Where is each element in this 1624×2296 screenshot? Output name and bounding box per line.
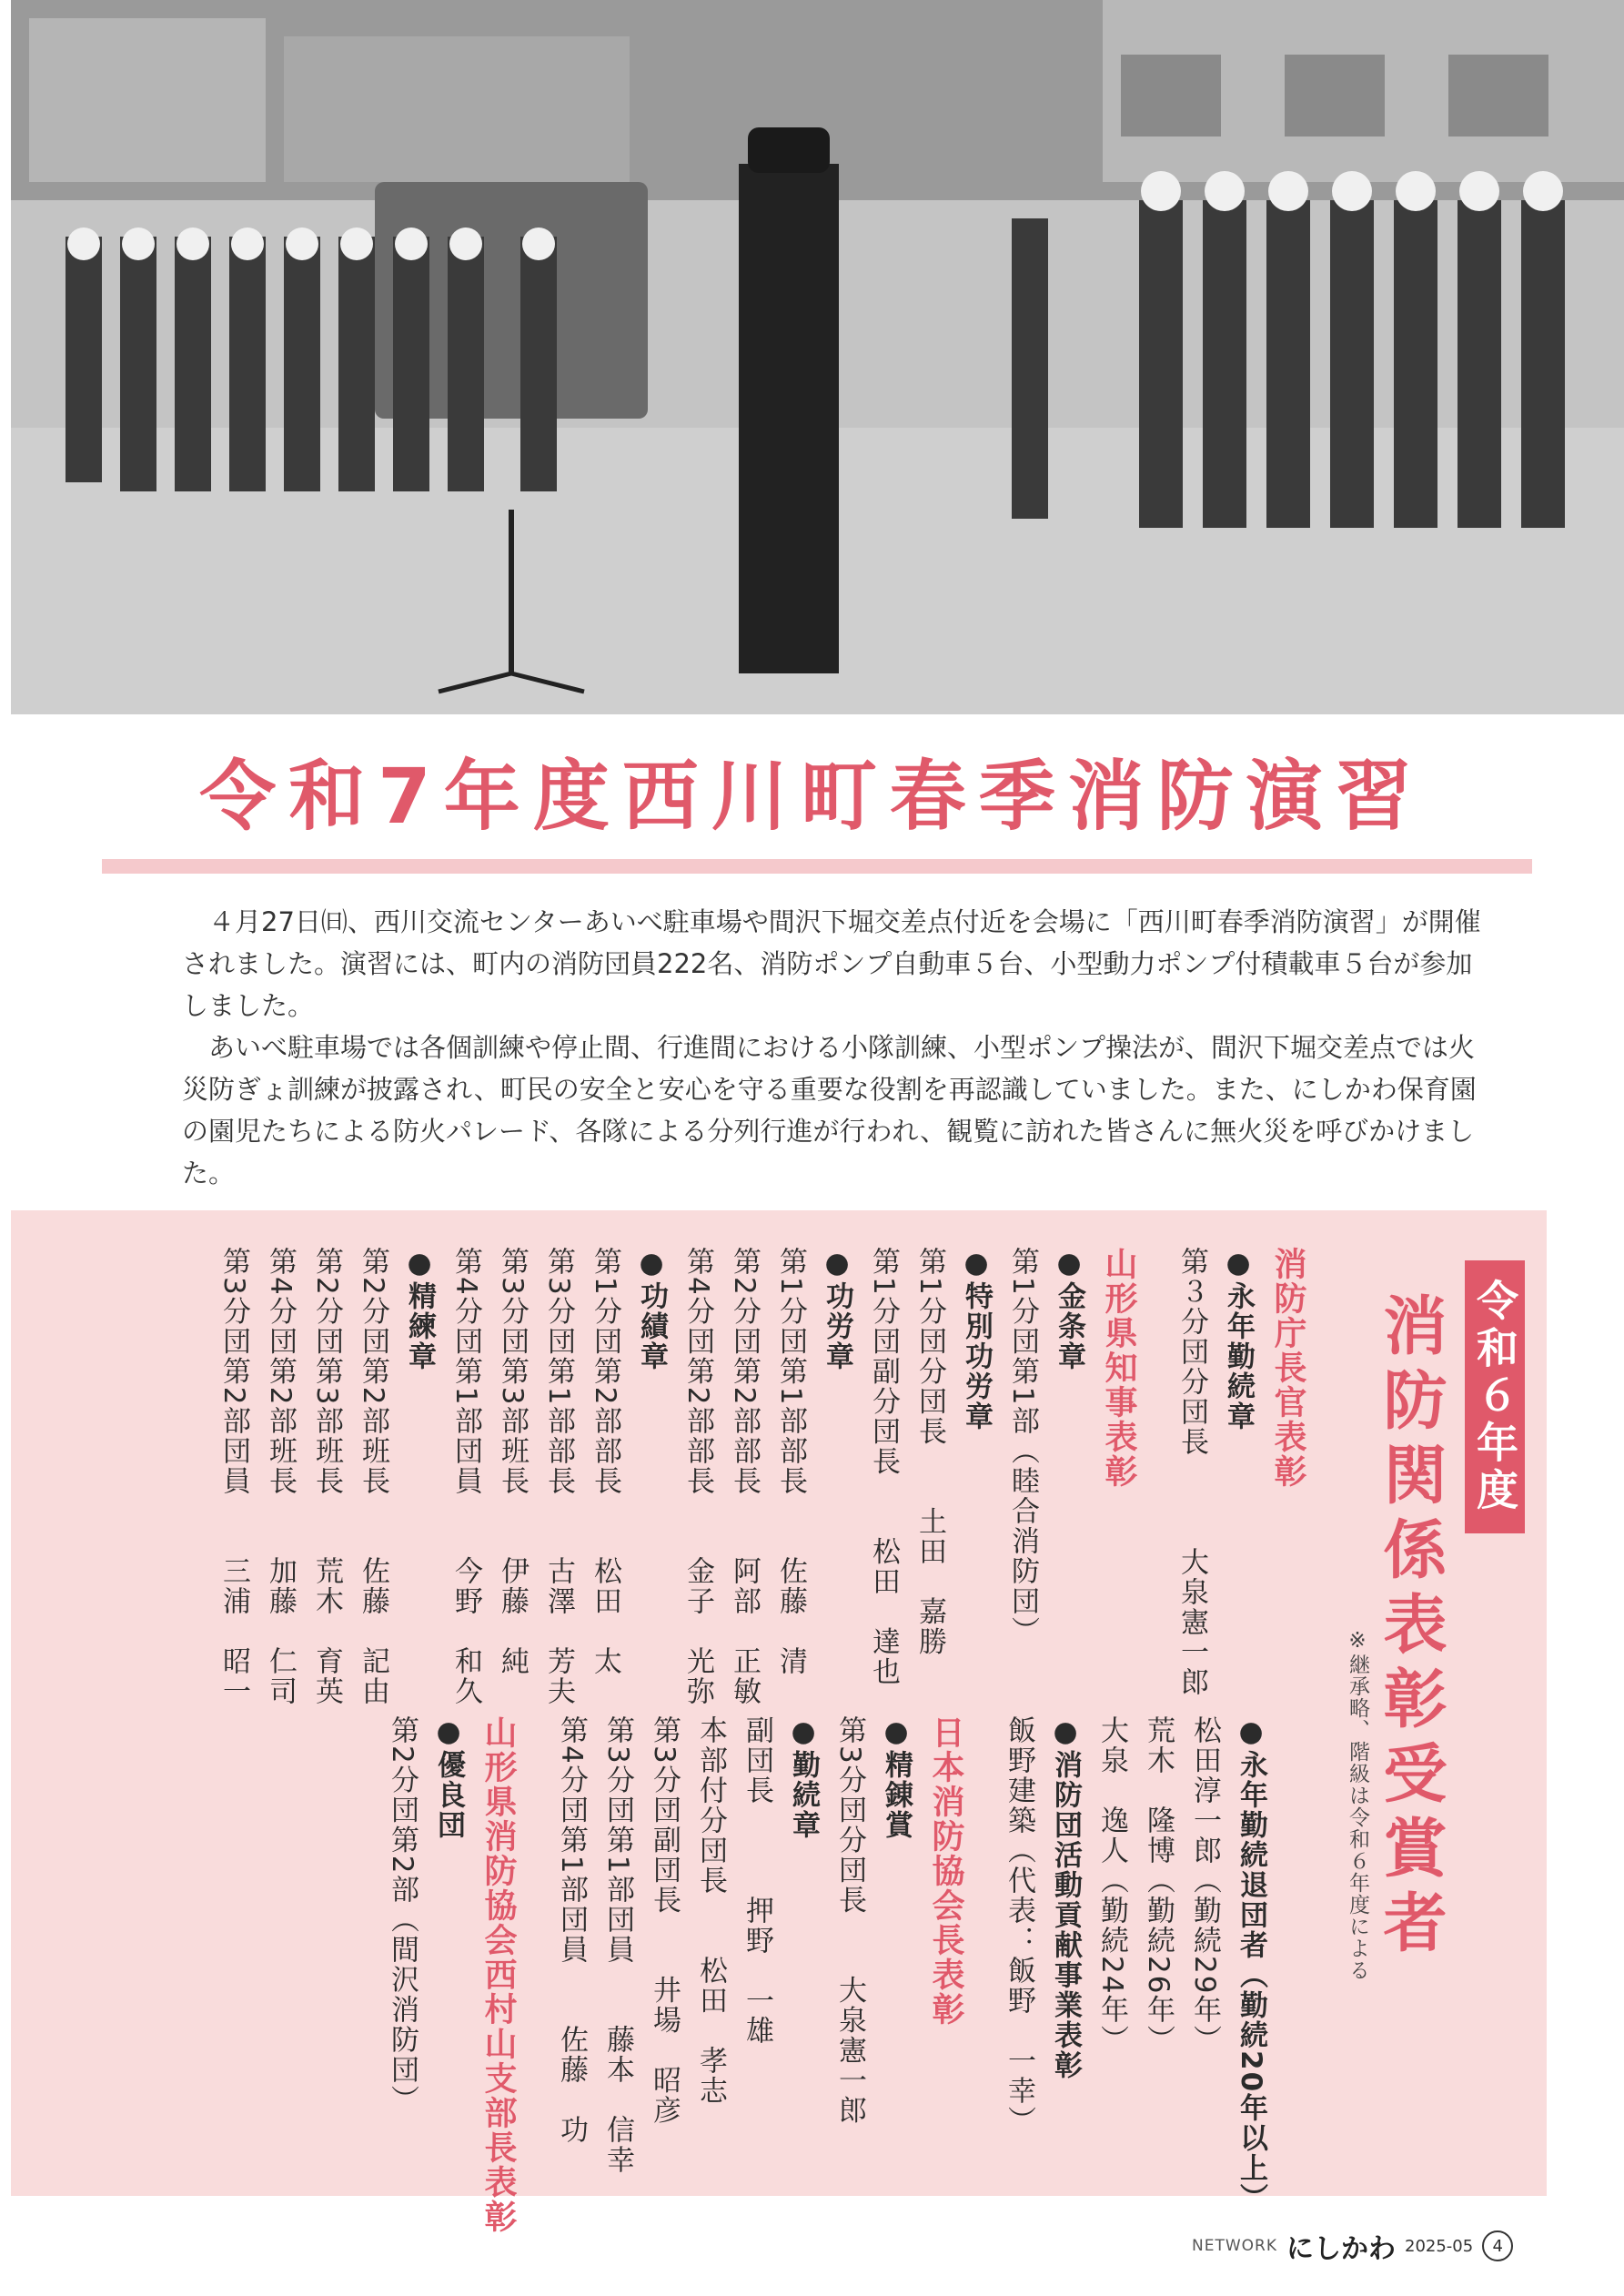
award-recipient: 第3分団第1部部長 古澤 芳夫 (542, 1247, 575, 1707)
footer-network: NETWORK (1192, 2237, 1277, 2255)
award-name: ●勤続章 (787, 1715, 820, 1840)
award-name: ●功績章 (635, 1247, 668, 1371)
award-name: ●優良団 (432, 1715, 465, 1840)
award-recipient: 第1分団第1部部長 佐藤 清 (774, 1247, 807, 1677)
award-name: ●特別功労章 (960, 1247, 993, 1431)
page-footer (1192, 2228, 1513, 2264)
award-recipient: 本部付分団長 松田 孝志 (694, 1715, 727, 2106)
article-intro (182, 901, 1483, 1194)
award-recipient: 荒木 隆博（勤続26年） (1142, 1715, 1175, 2056)
award-name: ●永年勤続退団者（勤続20年以上） (1235, 1715, 1267, 2214)
awards-heading: 消防関係表彰受賞者 (1373, 1292, 1447, 1964)
award-recipient: 第4分団第1部団員 佐藤 功 (555, 1715, 588, 2146)
award-name: ●永年勤続章 (1222, 1247, 1255, 1431)
award-name: ●功労章 (821, 1247, 853, 1371)
year-badge: 令和６年度 (1465, 1260, 1525, 1533)
award-category-heading: 山形県知事表彰 (1100, 1247, 1137, 1489)
award-recipient: 大泉 逸人（勤続24年） (1095, 1715, 1128, 2056)
award-recipient: 第2分団第3部班長 荒木 育英 (310, 1247, 343, 1707)
award-recipient: 第1分団副分団長 松田 達也 (867, 1247, 900, 1687)
award-recipient: 第4分団第2部班長 加藤 仁司 (264, 1247, 297, 1707)
award-recipient: 第3分団副団長 井場 昭彦 (648, 1715, 681, 2126)
intro-paragraph-2: あいべ駐車場では各個訓練や停止間、行進間における小隊訓練、小型ポンプ操法が、間沢下堀交差点では火災防ぎょ訓練が披露され、町民の安全と安心を守る重要な役割を再認識していました。また、にしかわ保育園の園児たちによる防火パレード、各隊による分列行進が行われ、観覧に訪れた皆さんに無火災を呼びかけました。 (182, 1032, 1477, 1188)
intro-paragraph-1: ４月27日㈰、西川交流センターあいべ駐車場や間沢下堀交差点付近を会場に「西川町春季消防演習」が開催されました。演習には、町内の消防団員222名、消防ポンプ自動車５台、小型動力ポンプ付積載車５台が参加しました。 (182, 906, 1481, 1021)
title-underline (102, 859, 1532, 874)
award-recipient: 松田淳一郎（勤続29年） (1188, 1715, 1221, 2056)
award-name: ●金条章 (1053, 1247, 1085, 1371)
award-recipient: 第３分団分団長 大泉憲一郎 (1175, 1247, 1208, 1697)
award-recipient: 第1分団第2部部長 松田 太 (589, 1247, 621, 1677)
award-recipient: 第2分団第2部部長 阿部 正敏 (728, 1247, 761, 1707)
award-recipient: 第4分団第1部団員 今野 和久 (449, 1247, 482, 1707)
award-recipient: 第3分団分団長 大泉憲一郎 (833, 1715, 866, 2126)
award-recipient: 飯野建築（代表：飯野 一幸） (1003, 1715, 1035, 2136)
award-recipient: 副団長 押野 一雄 (741, 1715, 773, 2046)
award-name: ●消防団活動貢献事業表彰 (1049, 1715, 1082, 2080)
award-category-heading: 山形県消防協会西村山支部長表彰 (479, 1715, 517, 2234)
footer-date: 2025-05 (1405, 2236, 1474, 2256)
award-category-heading: 日本消防協会長表彰 (927, 1715, 964, 2027)
page-number: 4 (1482, 2230, 1513, 2261)
award-recipient: 第3分団第2部団員 三浦 昭一 (217, 1247, 250, 1707)
firefighters-photo-illustration (11, 0, 1624, 714)
article-title: 令和7年度西川町春季消防演習 (199, 752, 1425, 841)
event-photo (11, 0, 1624, 714)
award-recipient: 第1分団分団長 土田 嘉勝 (913, 1247, 946, 1657)
award-recipient: 第4分団第2部部長 金子 光弥 (681, 1247, 714, 1707)
award-name: ●精錬賞 (880, 1715, 913, 1840)
award-recipient: 第3分団第3部班長 伊藤 純 (496, 1247, 529, 1677)
award-recipient: 第3分団第1部団員 藤本 信幸 (601, 1715, 634, 2176)
footer-magazine-name: にしかわ (1286, 2233, 1396, 2265)
award-category-heading: 消防庁長官表彰 (1269, 1247, 1306, 1489)
award-recipient: 第2分団第2部班長 佐藤 記由 (357, 1247, 389, 1707)
awards-note: ※継承略、階級は令和６年度による (1346, 1629, 1369, 1981)
award-recipient: 第1分団第1部（睦合消防団） (1006, 1247, 1039, 1647)
award-name: ●精練章 (403, 1247, 436, 1371)
award-recipient: 第2分団第2部（間沢消防団） (386, 1715, 419, 2116)
